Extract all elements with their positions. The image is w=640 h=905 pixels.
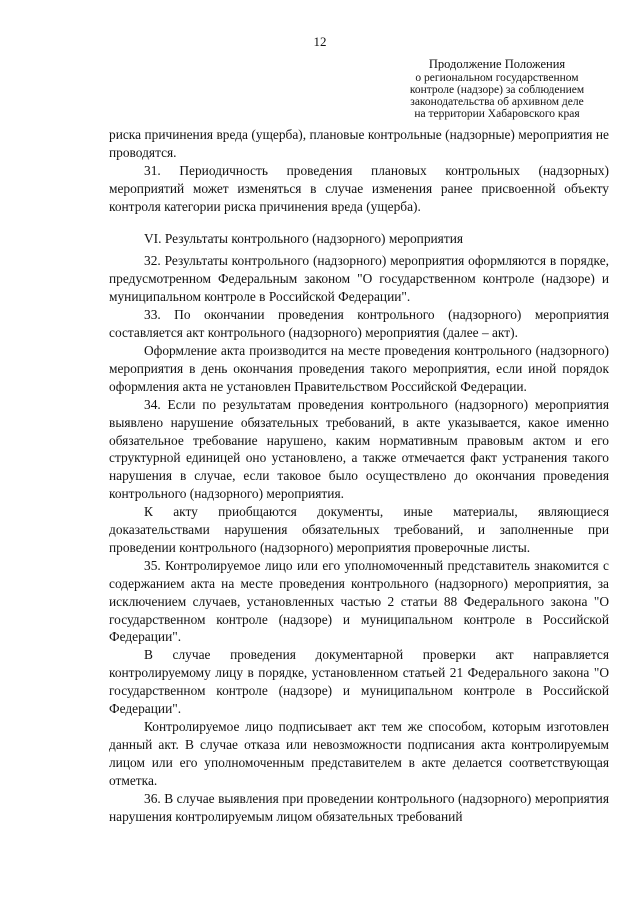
paragraph-32: 32. Результаты контрольного (надзорного) мероприятия оформляются в порядке, предусмотренном Федеральным законом "О государственном контроле (надзоре) и муниципальном контроле в Российской Федерации".: [109, 253, 609, 305]
header-line: на территории Хабаровского края: [414, 108, 580, 120]
paragraph-34: 34. Если по результатам проведения контрольного (надзорного) мероприятия выявлено нарушение обязательных требований, в акте указывается, какое именно обязательное требование нарушено, каким нормативным правовым актом и его структурной единицей оно установлено, а также отмечается факт устранения такого нарушения в случае, если таковое было осуществлено до окончания проведения контрольного (надзорного) мероприятия.: [109, 396, 609, 502]
paragraph-35: 35. Контролируемое лицо или его уполномоченный представитель знакомится с содержанием акта на месте проведения контрольного (надзорного) мероприятия, за исключением случаев, установленных частью 2 статьи 88 Федерального закона "О государственном контроле (надзоре) и муниципальном контроле в Российской Федерации".: [109, 557, 609, 645]
paragraph-33-continued: Оформление акта производится на месте проведения контрольного (надзорного) мероприятия в день окончания проведения такого мероприятия, если иной порядок оформления акта не установлен Правительством Российской Федерации.: [109, 342, 609, 394]
paragraph-35-continued: В случае проведения документарной проверки акт направляется контролируемому лицу в порядке, установленном статьей 21 Федерального закона "О государственном контроле (надзоре) и муниципальном контроле в Российской Федерации".: [109, 647, 609, 717]
header-line: контроле (надзоре) за соблюдением: [409, 84, 585, 96]
paragraph-31: 31. Периодичность проведения плановых контрольных (надзорных) мероприятий может изменяться в случае изменения ранее присвоенной объекту контроля категории риска причинения вреда (ущерба).: [109, 162, 609, 214]
header-title: Продолжение Положения: [428, 57, 566, 71]
document-header: [352, 58, 602, 120]
header-line: законодательства об архивном деле: [410, 96, 584, 108]
header-line: о региональном государственном: [415, 72, 579, 84]
paragraph-33: 33. По окончании проведения контрольного (надзорного) мероприятия составляется акт контрольного (надзорного) мероприятия (далее – акт).: [109, 307, 609, 341]
paragraph-35-signature: Контролируемое лицо подписывает акт тем же способом, которым изготовлен данный акт. В случае отказа или невозможности подписания акта контролируемым лицом или его уполномоченным представителем в акте делается соответствующая отметка.: [109, 719, 609, 788]
paragraph-36: 36. В случае выявления при проведении контрольного (надзорного) мероприятия нарушения контролируемым лицом обязательных требований: [109, 790, 609, 824]
paragraph-34-continued: К акту приобщаются документы, иные материалы, являющиеся доказательствами нарушения обязательных требований, и заполненные при проведении контрольного (надзорного) мероприятия проверочные листы.: [109, 504, 609, 555]
page-number: 12: [313, 34, 327, 49]
document-body: [109, 126, 609, 825]
paragraph-continuation: риска причинения вреда (ущерба), плановые контрольные (надзорные) мероприятия не проводятся.: [109, 127, 609, 160]
section-title: VI. Результаты контрольного (надзорного) мероприятия: [144, 230, 464, 246]
